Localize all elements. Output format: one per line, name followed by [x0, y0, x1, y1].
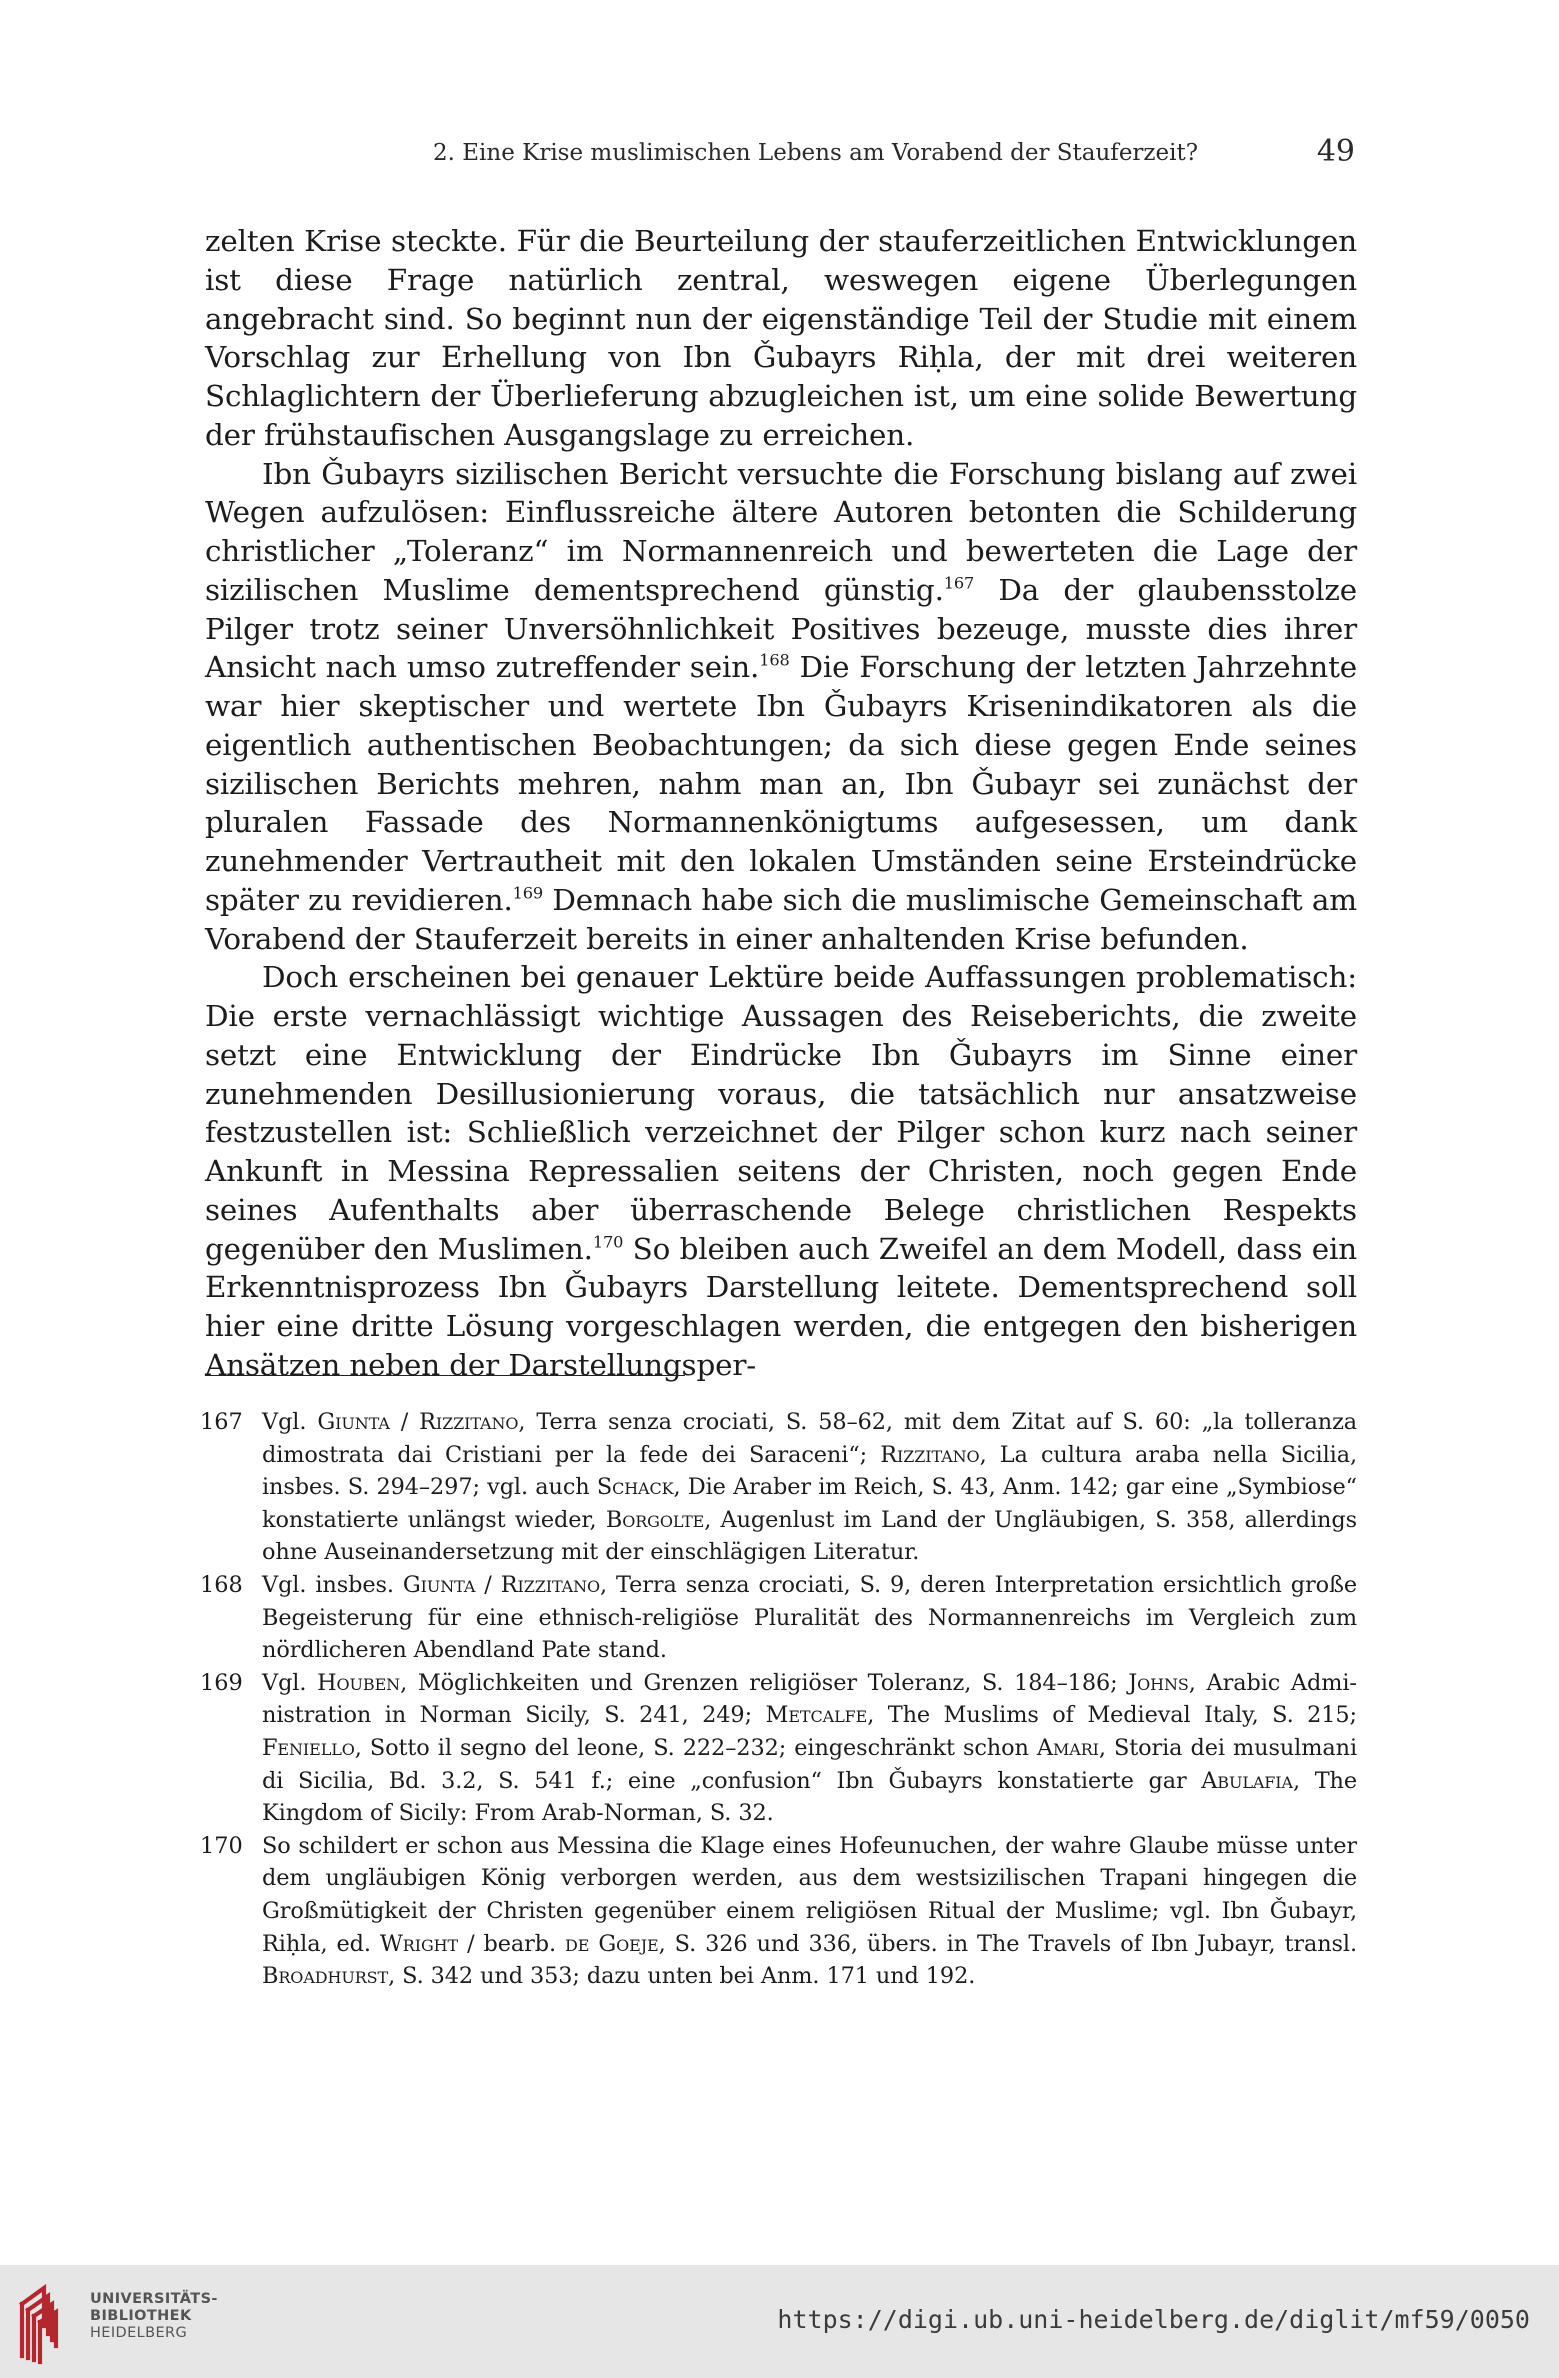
fn-text-run: , Die Araber im Reich, S. 43, Anm. 142; gar eine „Symbiose“ konstatierte unlängst wieder, — [262, 1474, 1358, 1533]
fn-text-run: , Terra senza crociati, S. 9, deren Interpretation ersichtlich große Begeisterung für eine ethnisch-religiöse Pluralität des Normannenreichs im Vergleich zum nördlicheren Abendland Pate stand. — [262, 1571, 1357, 1664]
footnote-text — [262, 1569, 1357, 1667]
library-name-line-3: HEIDELBERG — [90, 2325, 188, 2341]
author-name: Wright — [379, 1930, 459, 1957]
author-name: Rizzitano — [419, 1409, 519, 1435]
author-name: Johns — [1128, 1669, 1189, 1696]
paragraph-2 — [205, 455, 1357, 959]
footnote-ref-167[interactable]: 167 — [943, 573, 975, 593]
fn-text-run: , The Muslims of Medieval Italy, S. 215; — [867, 1702, 1357, 1729]
library-name — [90, 2291, 218, 2342]
paragraph-1: zelten Krise steckte. Für die Beurteilung der stauferzeitlichen Entwicklungen ist diese Frage natürlich zentral, weswegen eigene Überlegungen angebracht sind. So beginnt nun der eigenständige Teil der Studie mit einem Vorschlag zur Erhellung von Ibn Ǧubayrs Riḥla, der mit drei weiteren Schlaglichtern der Überlieferung abzugleichen ist, um eine solide Bewertung der frühstaufischen Ausgangslage zu erreichen. — [205, 224, 1357, 452]
fn-text-run: Vgl. insbes. — [262, 1571, 403, 1598]
author-name: Schack — [596, 1474, 674, 1501]
fn-text-run: / — [389, 1409, 420, 1435]
fn-text-run: So schildert er schon aus Messina die Klage eines Hofeunuchen, der wahre Glaube müsse unter dem ungläubigen König verborgen werden, aus dem westsizilischen Trapani hingegen die Großmütigkeit der Christen gegenüber einem religiösen Ritual der Muslime; vgl. Ibn Ǧubayr, Riḥla, ed. — [262, 1832, 1357, 1957]
author-name: Feniello — [262, 1734, 355, 1761]
author-name: Broadhurst — [262, 1963, 389, 1990]
fn-text-run: , S. 326 und 336, übers. in The Travels of Ibn Jubayr, transl. — [658, 1930, 1358, 1957]
fn-text-run: / bearb. — [458, 1930, 566, 1957]
fn-text-run: , Terra senza crociati, S. 58–62, mit dem Zitat auf S. 60: „la tolleranza dimostrata dai Cristiani per la fede dei Saraceni“; — [262, 1409, 1358, 1468]
fn-text-run: , Möglichkeiten und Grenzen religiöser Toleranz, S. 184–186; — [400, 1669, 1129, 1696]
library-name-line-2: BIBLIOTHEK — [90, 2308, 192, 2324]
footnote-text — [262, 1406, 1357, 1569]
footnote-170 — [200, 1830, 1357, 1993]
author-name: Metcalfe — [765, 1702, 868, 1729]
fn-text-run: , Augenlust im Land der Ungläubigen, S. 358, allerdings ohne Auseinandersetzung mit der einschlägigen Literatur. — [262, 1506, 1358, 1566]
fn-text-run: , S. 342 und 353; dazu unten bei Anm. 171 und 192. — [388, 1963, 976, 1990]
footnote-168 — [200, 1569, 1357, 1667]
footnote-ref-169[interactable]: 169 — [512, 883, 544, 903]
footnote-167 — [200, 1406, 1357, 1569]
footnote-169 — [200, 1667, 1357, 1830]
fn-text-run: , Arabic Administration in Norman Sicily, S. 241, 249; — [262, 1669, 1357, 1729]
page-number: 49 — [1316, 134, 1355, 169]
fn-text-run: Vgl. — [262, 1669, 318, 1696]
footnote-text — [262, 1667, 1357, 1830]
author-name: Borgolte — [605, 1506, 705, 1533]
author-name: Abulafia — [1201, 1767, 1293, 1794]
paragraph-3-part-1: Doch erscheinen bei genauer Lektüre beide Auffassungen problematisch: Die erste vernachlässigt wichtige Aussagen des Reiseberichts, die zweite setzt eine Entwicklung der Eindrücke Ibn Ǧubayrs im Sinne einer zunehmenden Desillusionierung voraus, die tatsächlich nur ansatzweise festzustellen ist: Schließlich verzeichnet der Pilger schon kurz nach seiner Ankunft in Messina Repressalien seitens der Christen, noch gegen Ende seines Aufenthalts aber überraschende Belege christlichen Respekts gegenüber den Muslimen. — [205, 960, 1357, 1266]
fn-text-run: / — [475, 1571, 501, 1598]
paragraph-3-part-2: So bleiben auch Zweifel an dem Modell, dass ein Erkenntnisprozess Ibn Ǧubayrs Darstellung leitete. Dementsprechend soll hier eine dritte Lösung vorgeschlagen werden, die entgegen den bisherigen Ansätzen neben der Darstellungsper- — [205, 1231, 1357, 1382]
footnote-number: 170 — [200, 1832, 243, 1859]
footnote-text — [262, 1830, 1357, 1993]
fn-text-run: Vgl. — [262, 1409, 318, 1435]
fn-text-run: , Storia dei musulmani di Sicilia, Bd. 3.2, S. 541 f.; eine „confusion“ Ibn Ǧubayrs konstatierte gar — [262, 1734, 1358, 1794]
author-name: Giunta — [317, 1409, 390, 1435]
paragraph-3 — [205, 958, 1357, 1384]
document-url[interactable]: https://digi.ub.uni-heidelberg.de/diglit/mf59/0050 — [777, 2305, 1530, 2334]
footnote-ref-170[interactable]: 170 — [592, 1231, 624, 1251]
footnote-number: 169 — [200, 1669, 243, 1696]
author-name: Houben — [317, 1669, 401, 1696]
fn-text-run: , The Kingdom of Sicily: From Arab-Norman, S. 32. — [262, 1767, 1357, 1827]
footnote-number: 168 — [200, 1571, 243, 1598]
library-name-line-1: UNIVERSITÄTS- — [90, 2291, 218, 2307]
author-name: Rizzitano — [500, 1571, 601, 1598]
main-text — [205, 222, 1357, 1385]
footnotes — [200, 1406, 1357, 1993]
running-head-title: 2. Eine Krise muslimischen Lebens am Vorabend der Stauferzeit? — [433, 140, 1199, 166]
fn-text-run: , La cultura araba nella Sicilia, insbes. S. 294–297; vgl. auch — [262, 1441, 1357, 1501]
fn-text-run: , Sotto il segno del leone, S. 222–232; eingeschränkt schon — [354, 1734, 1037, 1761]
paragraph-2-part-4: Demnach habe sich die muslimische Gemeinschaft am Vorabend der Stauferzeit bereits in einer anhaltenden Krise befunden. — [205, 882, 1358, 956]
author-name: Amari — [1036, 1734, 1099, 1761]
author-name: Rizzitano — [880, 1441, 980, 1468]
paragraph-2-part-1: Ibn Ǧubayrs sizilischen Bericht versuchte die Forschung bislang auf zwei Wegen aufzulösen: Einflussreiche ältere Autoren betonten die Schilderung christlicher „Toleranz“ im Normannenreich und bewerteten die Lage der sizilischen Muslime dementsprechend günstig. — [205, 456, 1357, 607]
paragraph-2-part-3: Die Forschung der letzten Jahrzehnte war hier skeptischer und wertete Ibn Ǧubayrs Krisenindikatoren als die eigentlich authentischen Beobachtungen; da sich diese gegen Ende seines sizilischen Berichts mehren, nahm man an, Ibn Ǧubayr sei zunächst der pluralen Fassade des Normannenkönigtums aufgesessen, um dank zunehmender Vertrautheit mit den lokalen Umständen seine Ersteindrücke später zu revidieren. — [205, 650, 1357, 917]
library-logo-icon — [14, 2274, 72, 2366]
footnote-separator — [205, 1375, 685, 1376]
author-name: de Goeje — [565, 1930, 659, 1957]
footnote-number: 167 — [200, 1409, 243, 1435]
paragraph-2-part-2: Da der glaubensstolze Pilger trotz seiner Unversöhnlichkeit Positives bezeuge, musste dies ihrer Ansicht nach umso zutreffender sein. — [205, 572, 1357, 685]
author-name: Giunta — [402, 1571, 476, 1598]
footnote-ref-168[interactable]: 168 — [759, 650, 790, 670]
running-head — [205, 134, 1355, 174]
